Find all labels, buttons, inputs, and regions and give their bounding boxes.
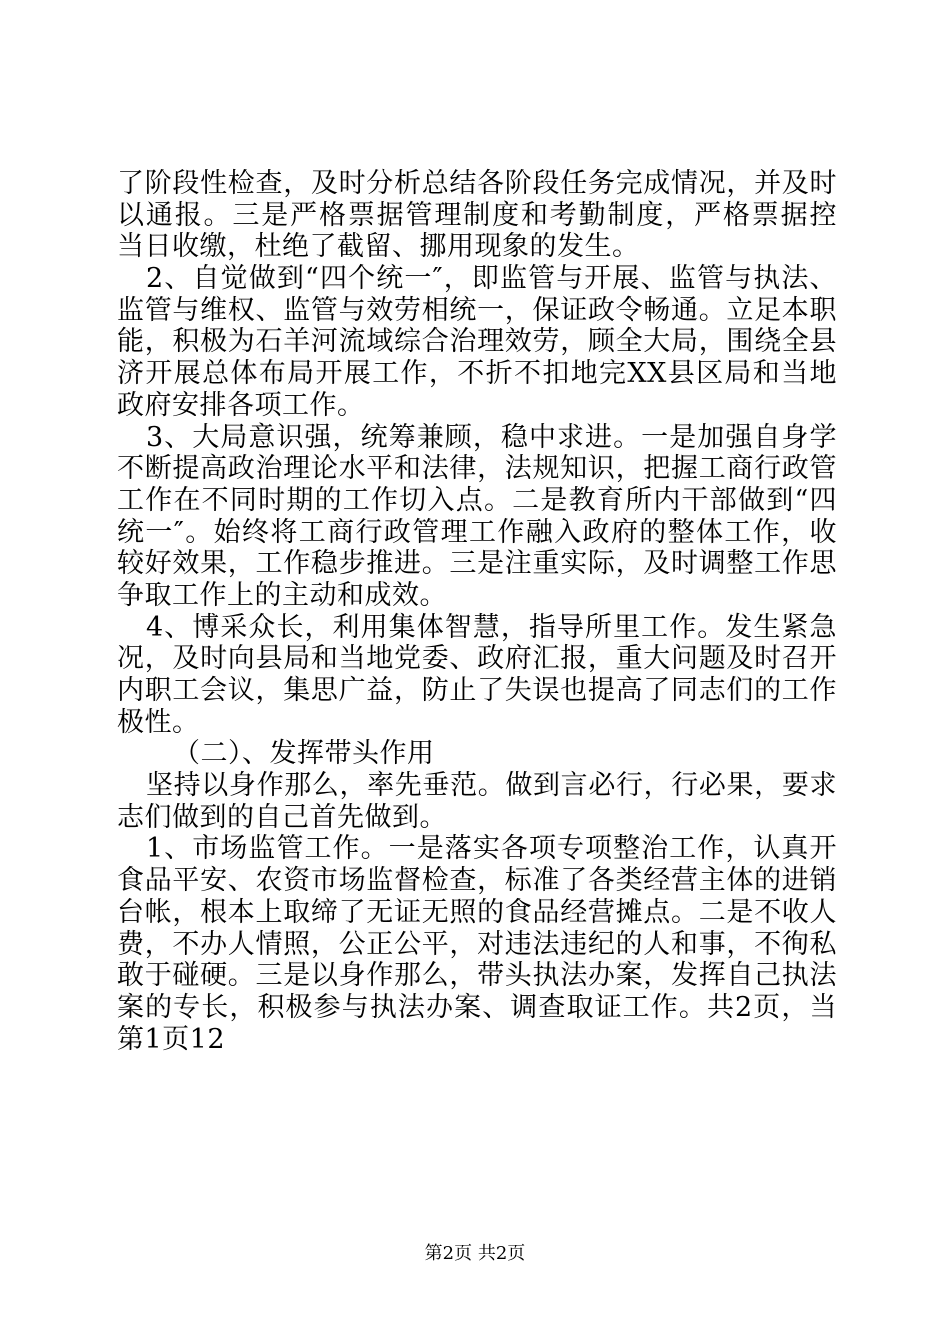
text-line: 工作在不同时期的工作切入点。二是教育所内干部做到“四 [117, 484, 837, 516]
text-line: 政府安排各项工作。 [117, 389, 365, 421]
text-line: 争取工作上的主动和成效。 [117, 579, 447, 611]
text-line: 敢于碰硬。三是以身作那么，带头执法办案，发挥自己执法 [117, 960, 837, 992]
text-line: 3、大局意识强，统筹兼顾，稳中求进。一是加强自身学 [146, 421, 837, 453]
text-line: 济开展总体布局开展工作，不折不扣地完XX县区局和当地 [117, 358, 837, 390]
text-line: 第1页12 [117, 1023, 226, 1055]
text-line: 案的专长，积极参与执法办案、调查取证工作。共2页，当 [117, 991, 837, 1023]
text-line: 以通报。三是严格票据管理制度和考勤制度，严格票据控 [117, 199, 837, 231]
text-line: 较好效果，工作稳步推进。三是注重实际，及时调整工作思 [117, 548, 837, 580]
text-line: 统一″。始终将工商行政管理工作融入政府的整体工作，收 [117, 516, 837, 548]
text-line: 2、自觉做到“四个统一″，即监管与开展、监管与执法、 [146, 263, 837, 295]
text-line: 4、博采众长，利用集体智慧，指导所里工作。发生紧急 [146, 611, 837, 643]
text-line: 极性。 [117, 706, 200, 738]
document-body [117, 168, 837, 1055]
text-line: 了阶段性检查，及时分析总结各阶段任务完成情况，并及时 [117, 168, 837, 199]
page-footer: 第2页 共2页 [424, 1243, 526, 1264]
text-line: 坚持以身作那么，率先垂范。做到言必行，行必果，要求 [146, 770, 837, 802]
text-line: 食品平安、农资市场监督检查，标准了各类经营主体的进销 [117, 865, 837, 897]
text-line: 监管与维权、监管与效劳相统一，保证政令畅通。立足本职 [117, 294, 837, 326]
text-line: 能，积极为石羊河流域综合治理效劳，顾全大局，围绕全县 [117, 326, 837, 358]
text-line: 台帐，根本上取缔了无证无照的食品经营摊点。二是不收人 [117, 896, 837, 928]
text-line: 内职工会议，集思广益，防止了失误也提高了同志们的工作 [117, 675, 837, 706]
text-line: （二）、发挥带头作用 [173, 738, 435, 770]
text-line: 志们做到的自己首先做到。 [117, 801, 447, 833]
text-line: 不断提高政治理论水平和法律，法规知识，把握工商行政管 [117, 453, 837, 485]
text-line: 1、市场监管工作。一是落实各项专项整治工作，认真开 [146, 833, 837, 865]
text-line: 当日收缴，杜绝了截留、挪用现象的发生。 [117, 231, 640, 263]
text-line: 费，不办人情照，公正公平，对违法违纪的人和事，不徇私 [117, 928, 837, 960]
text-line: 况，及时向县局和当地党委、政府汇报，重大问题及时召开 [117, 643, 837, 675]
